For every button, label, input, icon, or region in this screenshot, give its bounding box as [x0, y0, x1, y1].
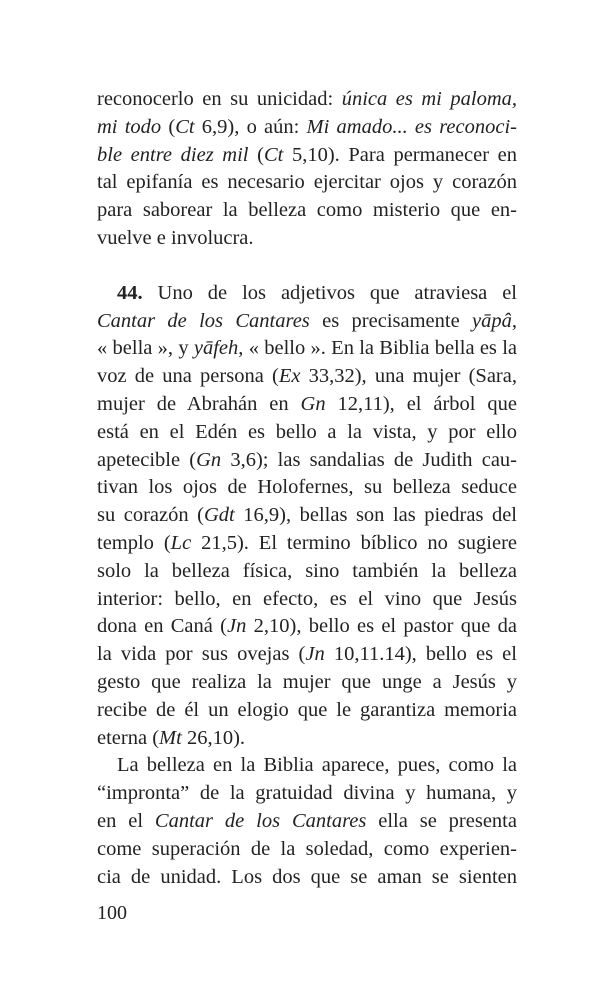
italic-text: Gn	[300, 392, 326, 415]
text-span: 26,10).	[181, 726, 246, 749]
text-line	[97, 530, 517, 558]
text-line	[97, 669, 517, 697]
text-line	[97, 780, 517, 808]
text-span: 33,32), una mujer (Sara,	[300, 365, 517, 388]
paragraph-gap	[97, 253, 517, 280]
page-number: 100	[97, 902, 127, 924]
text-line	[97, 86, 517, 114]
italic-text: Gn	[196, 448, 222, 471]
text-line	[97, 502, 517, 530]
italic-text: Gdt	[203, 504, 235, 527]
text-line	[97, 697, 517, 725]
text-line	[97, 225, 517, 253]
text-span: es precisamente	[309, 309, 473, 332]
italic-text: mi todo	[97, 115, 162, 138]
text-span: , « bello ». En la Biblia bella es la	[238, 337, 517, 360]
text-span: (	[248, 143, 264, 166]
italic-text: Ct	[263, 143, 284, 166]
text-span: 12,11), el árbol que	[325, 392, 517, 415]
text-line	[97, 363, 517, 391]
text-span: para saborear la belleza como misterio que en-	[97, 199, 517, 222]
text-span: « bella », y	[97, 337, 194, 360]
text-span: templo (	[97, 531, 171, 554]
text-span: 5,10). Para permanecer en	[283, 143, 518, 166]
text-span: apetecible (	[97, 448, 197, 471]
text-span: 16,9), bellas son las piedras del	[234, 504, 517, 527]
text-span: ,	[511, 309, 517, 332]
italic-text: yāfeh	[193, 337, 239, 360]
text-line	[97, 586, 517, 614]
text-span: la vida por sus ovejas (	[97, 643, 306, 666]
italic-text: Jn	[226, 615, 247, 638]
text-line	[97, 169, 517, 197]
text-line	[97, 335, 517, 363]
text-span: voz de una persona (	[97, 365, 279, 388]
text-span: (	[161, 115, 176, 138]
text-span: mujer de Abrahán en	[97, 392, 301, 415]
text-line	[97, 836, 517, 864]
text-span: su corazón (	[97, 504, 204, 527]
text-line	[97, 114, 517, 142]
italic-text: Lc	[170, 531, 192, 554]
text-span: tivan los ojos de Holofernes, su belleza seduce	[97, 476, 517, 499]
italic-text: Jn	[305, 643, 325, 666]
italic-text: Cantar de los Cantares	[154, 809, 367, 832]
text-span: La belleza en la Biblia aparece, pues, como la	[117, 754, 517, 777]
text-line	[97, 391, 517, 419]
italic-text: Mt	[159, 726, 182, 749]
section-number: 44.	[117, 281, 143, 304]
text-line	[97, 808, 517, 836]
text-line	[97, 641, 517, 669]
text-span: 3,6); las sandalias de Judith cau-	[221, 448, 517, 471]
text-span: tal epifanía es necesario ejercitar ojos y corazón	[97, 171, 517, 194]
page-body	[97, 86, 517, 891]
text-line	[97, 142, 517, 170]
italic-text: Ct	[175, 115, 195, 138]
text-line	[97, 197, 517, 225]
text-line	[97, 752, 517, 780]
text-span: gesto que realiza la mujer que unge a Jesús y	[97, 670, 517, 693]
text-span: vuelve e involucra.	[97, 226, 254, 249]
text-span: cia de unidad. Los dos que se aman se sienten	[97, 865, 517, 888]
text-line	[97, 725, 517, 753]
text-span: ella se presenta	[366, 809, 517, 832]
text-line	[97, 613, 517, 641]
text-line	[97, 308, 517, 336]
text-span: en el	[97, 809, 155, 832]
text-span: solo la belleza física, sino también la belleza	[97, 559, 517, 582]
italic-text: Ex	[278, 365, 301, 388]
text-line	[97, 864, 517, 892]
text-line	[97, 280, 517, 308]
text-span: está en el Edén es bello a la vista, y por ello	[97, 420, 517, 443]
text-span: reconocerlo en su unicidad:	[97, 88, 342, 110]
text-span: Uno de los adjetivos que atraviesa el	[142, 281, 517, 304]
italic-text: ble entre diez mil	[97, 143, 249, 166]
italic-text: Mi amado... es reconoci-	[306, 115, 517, 138]
italic-text: Cantar de los Cantares	[97, 309, 310, 332]
text-span: 6,9), o aún:	[194, 115, 307, 138]
text-line	[97, 474, 517, 502]
text-span: eterna (	[97, 726, 160, 749]
text-line	[97, 447, 517, 475]
paragraph	[97, 752, 517, 891]
text-span: 21,5). El termino bíblico no sugiere	[191, 531, 517, 554]
text-span: 10,11.14), bello es el	[324, 643, 517, 666]
paragraph	[97, 86, 517, 253]
italic-text: única es mi paloma,	[341, 88, 517, 110]
text-span: come superación de la soledad, como experien-	[97, 837, 517, 860]
text-span: “impronta” de la gratuidad divina y humana, y	[97, 782, 517, 805]
text-span: dona en Caná (	[97, 615, 227, 638]
italic-text: yāpâ	[472, 309, 512, 332]
text-span: 2,10), bello es el pastor que da	[246, 615, 518, 638]
text-line	[97, 558, 517, 586]
paragraph	[97, 280, 517, 753]
text-line	[97, 419, 517, 447]
text-span: recibe de él un elogio que le garantiza memoria	[97, 698, 517, 721]
text-span: interior: bello, en efecto, es el vino que Jesús	[97, 587, 517, 610]
